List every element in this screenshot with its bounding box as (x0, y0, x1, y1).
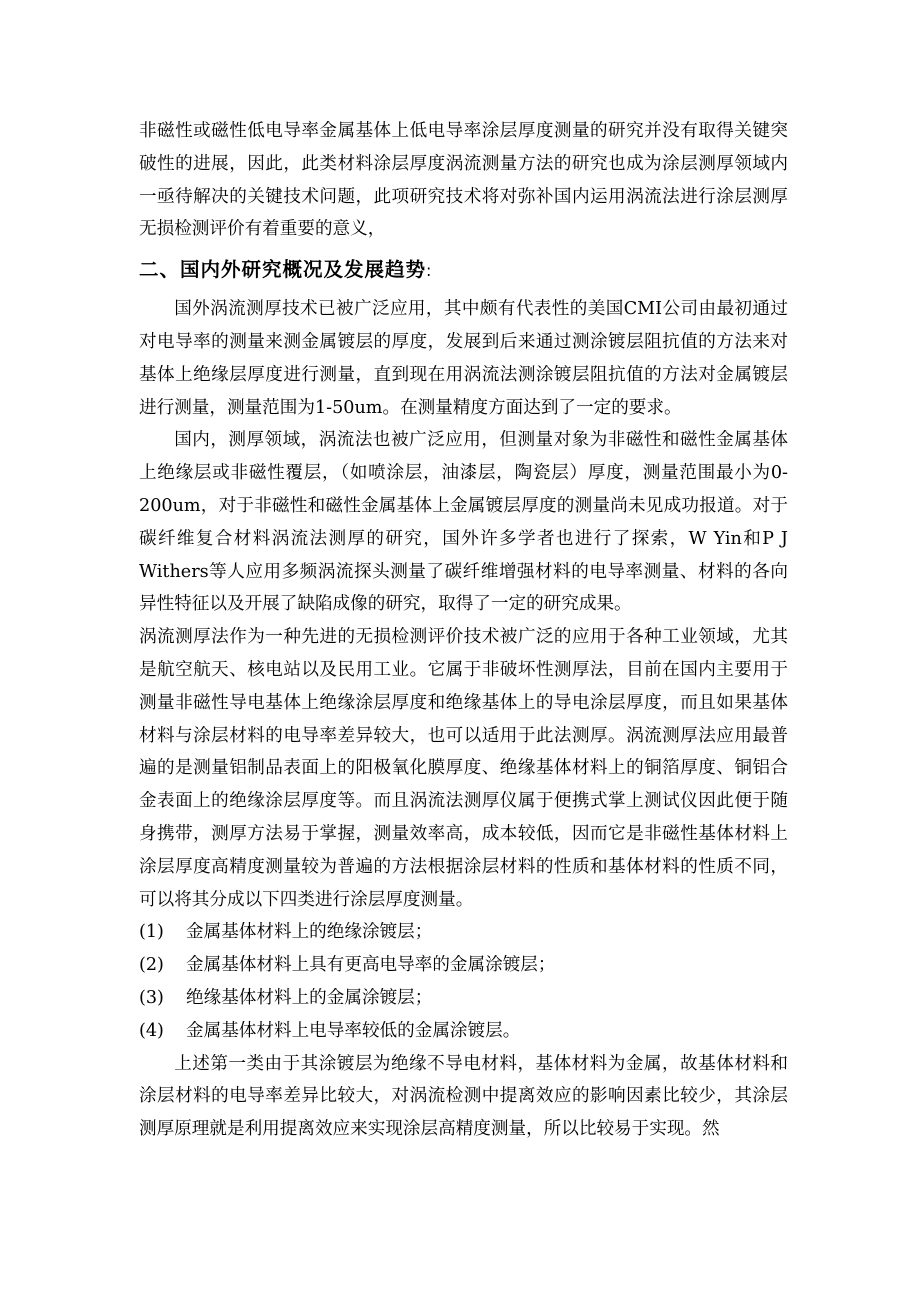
section-heading (139, 252, 788, 289)
list-item-text: 金属基体材料上电导率较低的金属涂镀层。 (186, 1020, 521, 1041)
paragraph-domestic-research: 国内，测厚领域，涡流法也被广泛应用，但测量对象为非磁性和磁性金属基体上绝缘层或非磁性覆层，（如喷涂层，油漆层，陶瓷层）厚度，测量范围最小为0-200um，对于非磁性和磁性金属基体上金属镀层厚度的测量尚未见成功报道。对于碳纤维复合材料涡流法测厚的研究，国外许多学者也进行了探索，W Yin和P J Withers等人应用多频涡流探头测量了碳纤维增强材料的电导率测量、材料的各向异性特征以及开展了缺陷成像的研究，取得了一定的研究成果。 (139, 430, 788, 615)
list-item-number: (4) (139, 1020, 164, 1041)
document-page (139, 115, 788, 1146)
list-item (139, 916, 788, 949)
paragraph-eddy-current-method: 涡流测厚法作为一种先进的无损检测评价技术被广泛的应用于各种工业领域，尤其是航空航天、核电站以及民用工业。它属于非破坏性测厚法，目前在国内主要用于测量非磁性导电基体上绝缘涂层厚度和绝缘基体上的导电涂层厚度，而且如果基体材料与涂层材料的电导率差异较大，也可以适用于此法测厚。涡流测厚法应用最普遍的是测量铝制品表面上的阳极氧化膜厚度、绝缘基体材料上的铜箔厚度、铜铝合金表面上的绝缘涂层厚度等。而且涡流法测厚仪属于便携式掌上测试仪因此便于随身携带，测厚方法易于掌握，测量效率高，成本较低，因而它是非磁性基体材料上涂层厚度高精度测量较为普遍的方法根据涂层材料的性质和基体材料的性质不同，可以将其分成以下四类进行涂层厚度测量。 (139, 627, 788, 910)
list-item (139, 982, 788, 1015)
coating-type-list (139, 916, 788, 1047)
list-item-text: 绝缘基体材料上的金属涂镀层； (186, 987, 433, 1008)
list-item-text: 金属基体材料上的绝缘涂镀层； (186, 922, 433, 943)
list-item-number: (1) (139, 922, 164, 943)
section-heading-colon: : (426, 261, 433, 281)
list-item-number: (3) (139, 987, 164, 1008)
section-heading-text: 二、国内外研究概况及发展趋势 (139, 258, 427, 282)
list-item (139, 1015, 788, 1048)
closing-paragraph: 上述第一类由于其涂镀层为绝缘不导电材料，基体材料为金属，故基体材料和涂层材料的电导率差异比较大，对涡流检测中提离效应的影响因素比较少，其涂层测厚原理就是利用提离效应来实现涂层高精度测量，所以比较易于实现。然 (139, 1053, 788, 1140)
intro-paragraph: 非磁性或磁性低电导率金属基体上低电导率涂层厚度测量的研究并没有取得关键突破性的进展，因此，此类材料涂层厚度涡流测量方法的研究也成为涂层测厚领域内一亟待解决的关键技术问题，此项研究技术将对弥补国内运用涡流法进行涂层测厚无损检测评价有着重要的意义， (139, 121, 788, 240)
list-item (139, 949, 788, 982)
list-item-number: (2) (139, 955, 164, 976)
list-item-text: 金属基体材料上具有更高电导率的金属涂镀层； (186, 955, 556, 976)
paragraph-foreign-research: 国外涡流测厚技术已被广泛应用，其中颇有代表性的美国CMI公司由最初通过对电导率的测量来测金属镀层的厚度，发展到后来通过测涂镀层阻抗值的方法来对基体上绝缘层厚度进行测量，直到现在用涡流法测涂镀层阻抗值的方法对金属镀层进行测量，测量范围为1-50um。在测量精度方面达到了一定的要求。 (139, 299, 788, 418)
